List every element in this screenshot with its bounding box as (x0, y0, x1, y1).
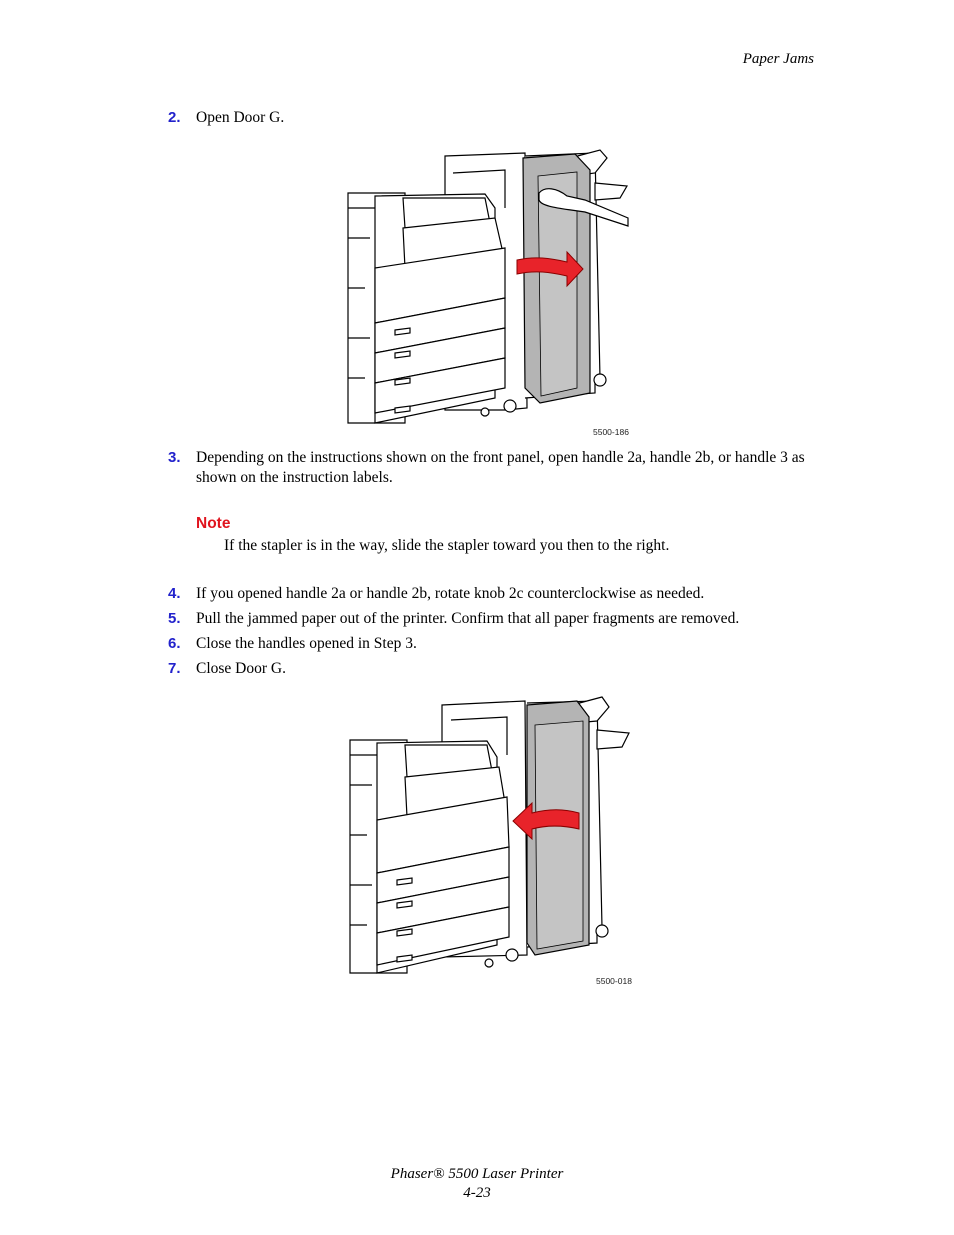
step-number: 3. (168, 449, 181, 466)
step-number: 7. (168, 660, 181, 677)
figure-code: 5500-186 (593, 427, 629, 437)
figure-code: 5500-018 (596, 976, 632, 986)
step-text: If you opened handle 2a or handle 2b, rotate knob 2c counterclockwise as needed. (196, 585, 705, 602)
printer-illustration-door-open (345, 148, 635, 428)
running-header: Paper Jams (742, 51, 814, 67)
footer-product: Phaser® 5500 Laser Printer (390, 1166, 564, 1182)
figure-close-door-g (347, 695, 637, 985)
step-text: Pull the jammed paper out of the printer. Confirm that all paper fragments are removed. (196, 610, 740, 627)
step-number: 6. (168, 635, 181, 652)
footer-page-number: 4-23 (463, 1185, 491, 1201)
step-text: Open Door G. (196, 109, 285, 126)
figure-open-door-g (345, 148, 635, 437)
step-number: 2. (168, 109, 181, 126)
step-text: Close the handles opened in Step 3. (196, 635, 417, 652)
printer-illustration-door-closing (347, 695, 637, 975)
step-text: Depending on the instructions shown on the front panel, open handle 2a, handle 2b, or handle 3 as shown on the instruction labels. (196, 449, 805, 486)
step-number: 4. (168, 585, 181, 602)
step-number: 5. (168, 610, 181, 627)
note-title: Note (196, 515, 231, 532)
note-text: If the stapler is in the way, slide the stapler toward you then to the right. (224, 537, 670, 554)
step-text: Close Door G. (196, 660, 286, 677)
